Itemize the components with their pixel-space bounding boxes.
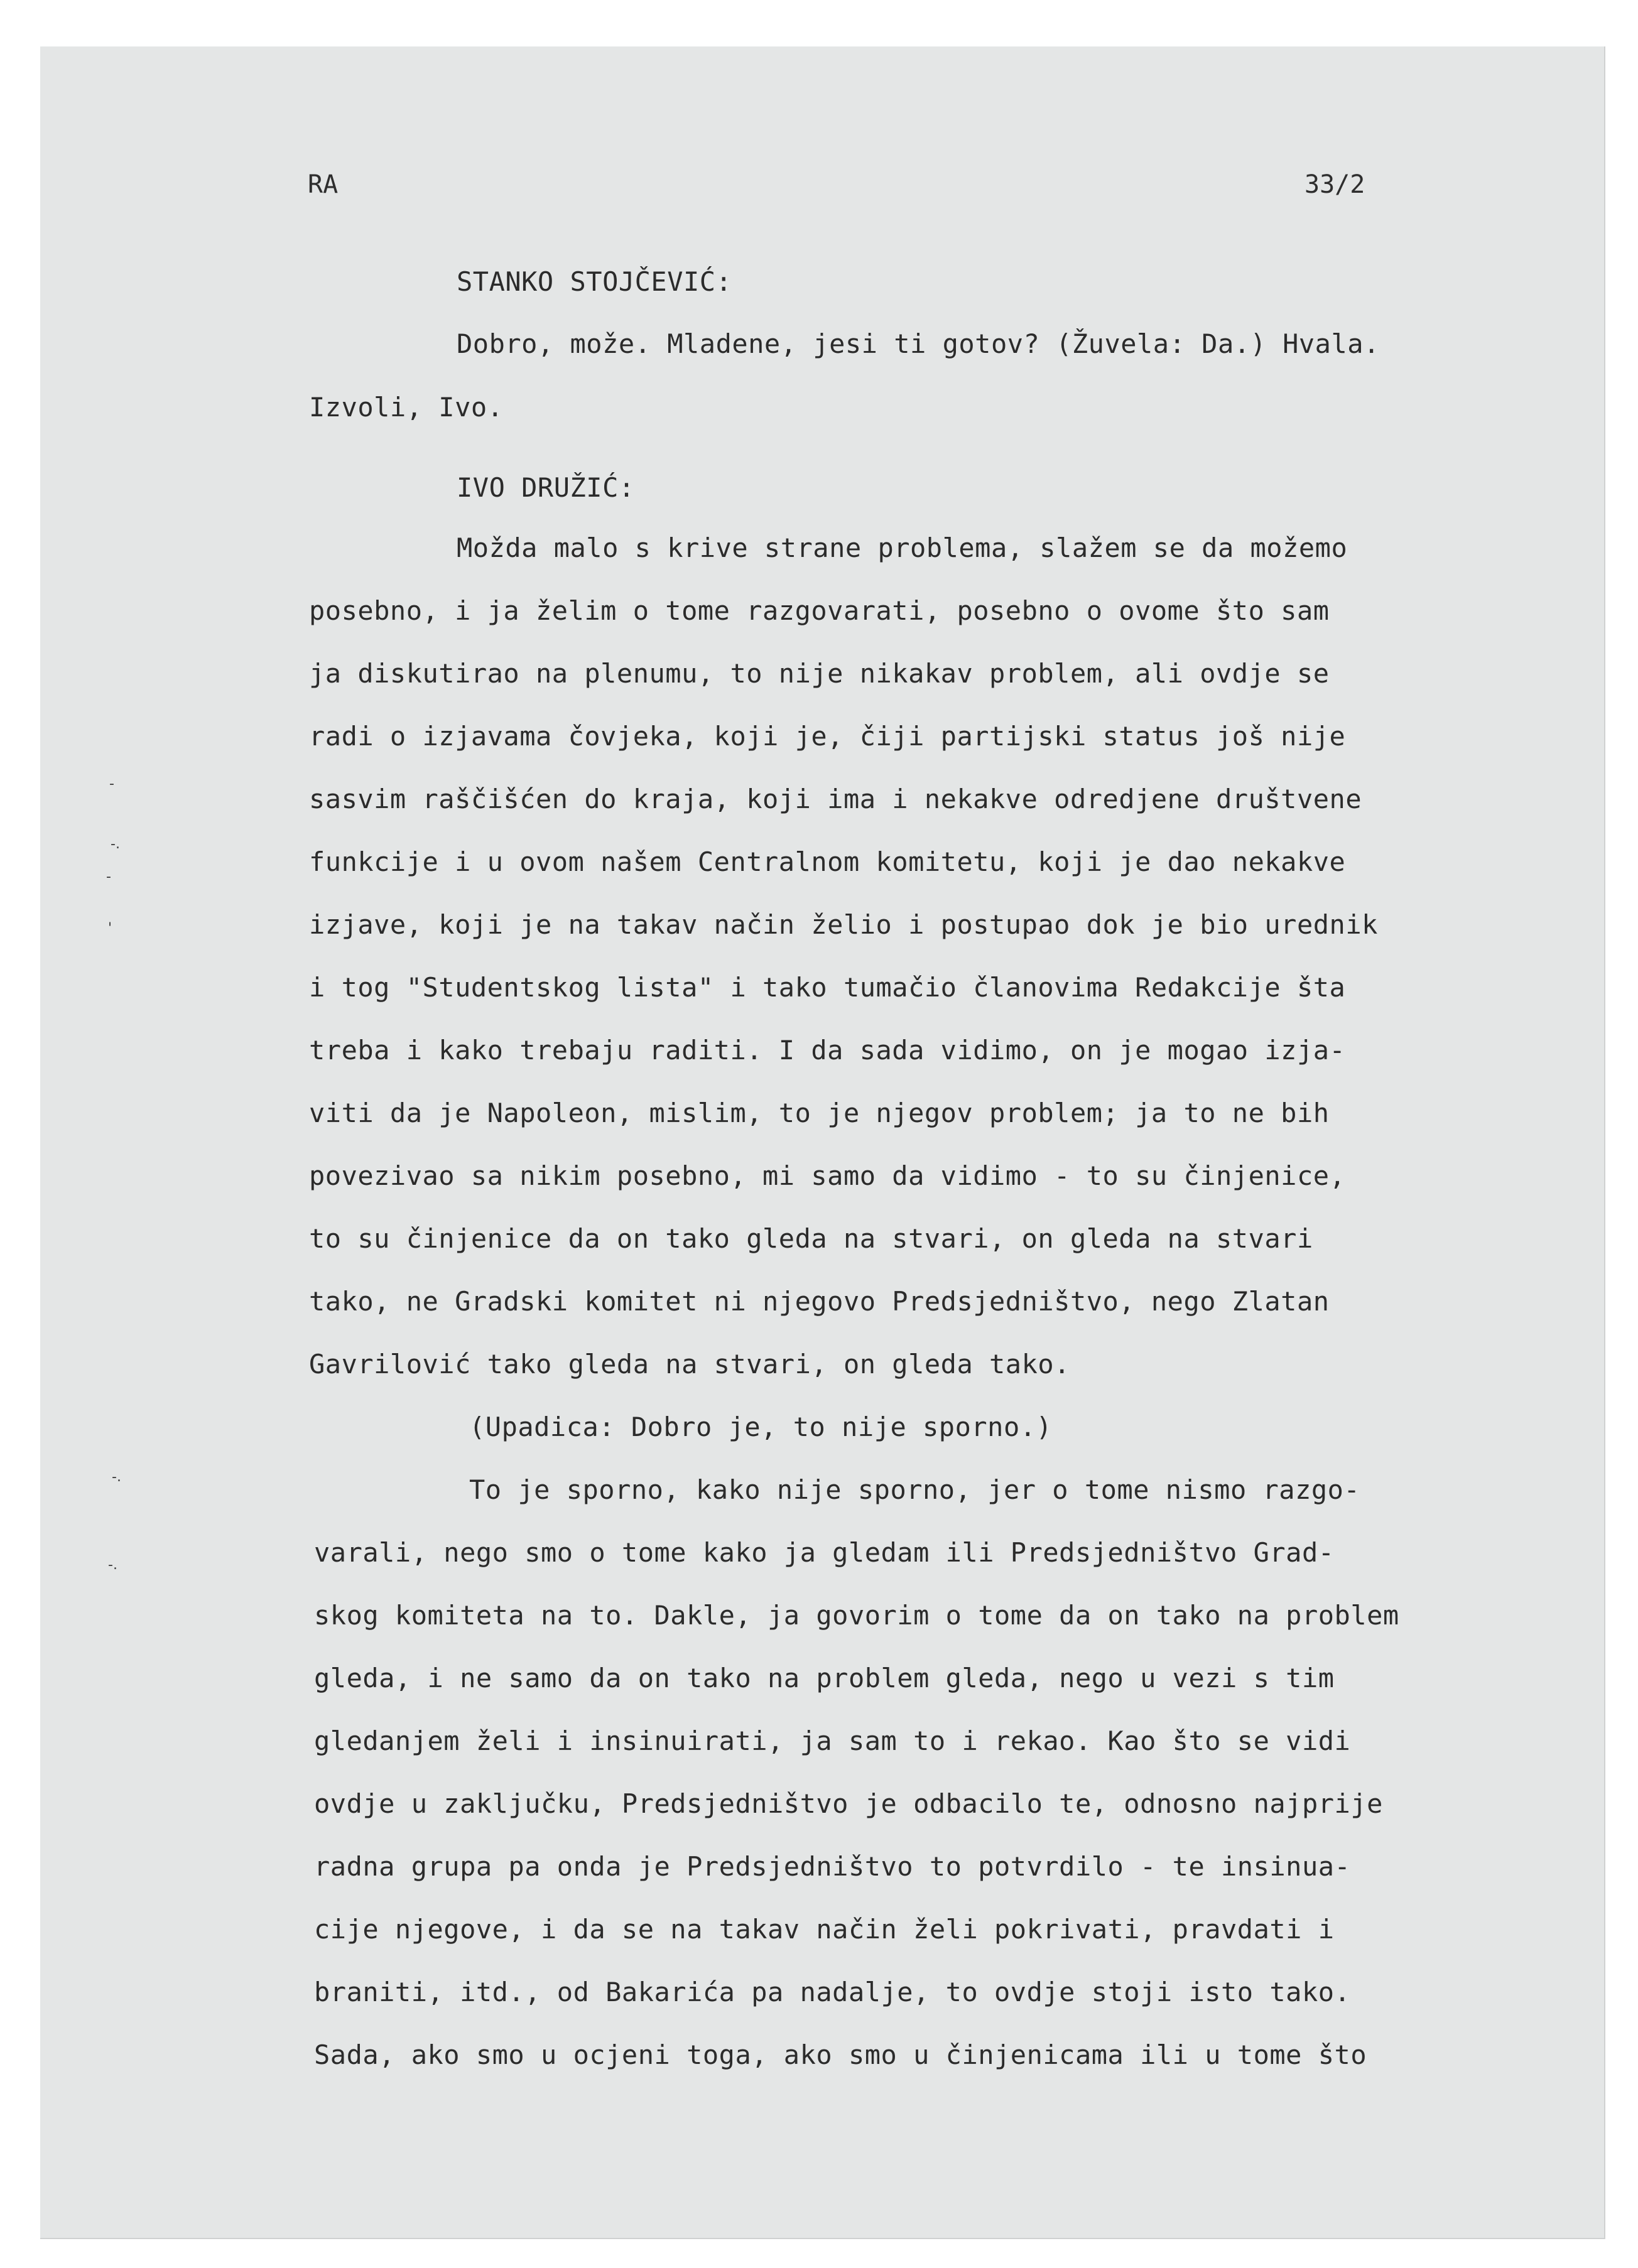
page-number: 33/2 (1304, 170, 1365, 199)
text-line: Sada, ako smo u ocjeni toga, ako smo u činjenicama ili u tome što (314, 2039, 1367, 2070)
text-line: radna grupa pa onda je Predsjedništvo to potvrdilo - te insinua- (314, 1851, 1351, 1882)
text-line: izjave, koji je na takav način želio i postupao dok je bio urednik (309, 909, 1378, 940)
text-line: ovdje u zaključku, Predsjedništvo je odbacilo te, odnosno najprije (314, 1788, 1383, 1819)
text-line: To je sporno, kako nije sporno, jer o tome nismo razgo- (469, 1474, 1360, 1505)
speaker-name: IVO DRUŽIĆ: (457, 472, 635, 503)
text-line: povezivao sa nikim posebno, mi samo da vidimo - to su činjenice, (309, 1160, 1346, 1191)
text-line: Izvoli, Ivo. (309, 392, 504, 423)
margin-mark: -. (108, 1557, 117, 1573)
speaker-name: STANKO STOJČEVIĆ: (457, 266, 732, 297)
text-line: radi o izjavama čovjeka, koji je, čiji partijski status još nije (309, 721, 1346, 752)
text-line: to su činjenice da on tako gleda na stvari, on gleda na stvari (309, 1223, 1313, 1254)
header-left: RA (308, 170, 339, 199)
margin-mark: - (106, 869, 111, 885)
text-line: braniti, itd., od Bakarića pa nadalje, to ovdje stoji isto tako. (314, 1977, 1351, 2007)
text-line: gleda, i ne samo da on tako na problem gleda, nego u vezi s tim (314, 1663, 1335, 1693)
interjection: (Upadica: Dobro je, to nije sporno.) (469, 1412, 1053, 1442)
text-line: Gavrilović tako gleda na stvari, on gleda tako. (309, 1349, 1070, 1380)
text-line: viti da je Napoleon, mislim, to je njegov problem; ja to ne bih (309, 1098, 1330, 1128)
margin-mark: ' (108, 921, 112, 936)
text-line: tako, ne Gradski komitet ni njegovo Predsjedništvo, nego Zlatan (309, 1286, 1330, 1317)
text-line: Možda malo s krive strane problema, slažem se da možemo (457, 532, 1348, 563)
text-line: funkcije i u ovom našem Centralnom komitetu, koji je dao nekakve (309, 846, 1346, 877)
text-line: posebno, i ja želim o tome razgovarati, posebno o ovome što sam (309, 595, 1330, 626)
document-page (40, 46, 1605, 2239)
text-line: sasvim raščišćen do kraja, koji ima i nekakve odredjene društvene (309, 784, 1362, 814)
text-line: gledanjem želi i insinuirati, ja sam to i rekao. Kao što se vidi (314, 1725, 1351, 1756)
text-line: cije njegove, i da se na takav način želi pokrivati, pravdati i (314, 1914, 1335, 1945)
margin-mark: -. (111, 836, 120, 852)
text-line: skog komiteta na to. Dakle, ja govorim o tome da on tako na problem (314, 1600, 1399, 1631)
text-line: Dobro, može. Mladene, jesi ti gotov? (Žuvela: Da.) Hvala. (457, 328, 1380, 359)
margin-mark: -. (112, 1469, 121, 1485)
text-line: ja diskutirao na plenumu, to nije nikakav problem, ali ovdje se (309, 658, 1330, 689)
text-line: treba i kako trebaju raditi. I da sada vidimo, on je mogao izja- (309, 1035, 1346, 1066)
margin-mark: - (109, 776, 114, 792)
text-line: varali, nego smo o tome kako ja gledam ili Predsjedništvo Grad- (314, 1537, 1335, 1568)
text-line: i tog "Studentskog lista" i tako tumačio članovima Redakcije šta (309, 972, 1346, 1003)
